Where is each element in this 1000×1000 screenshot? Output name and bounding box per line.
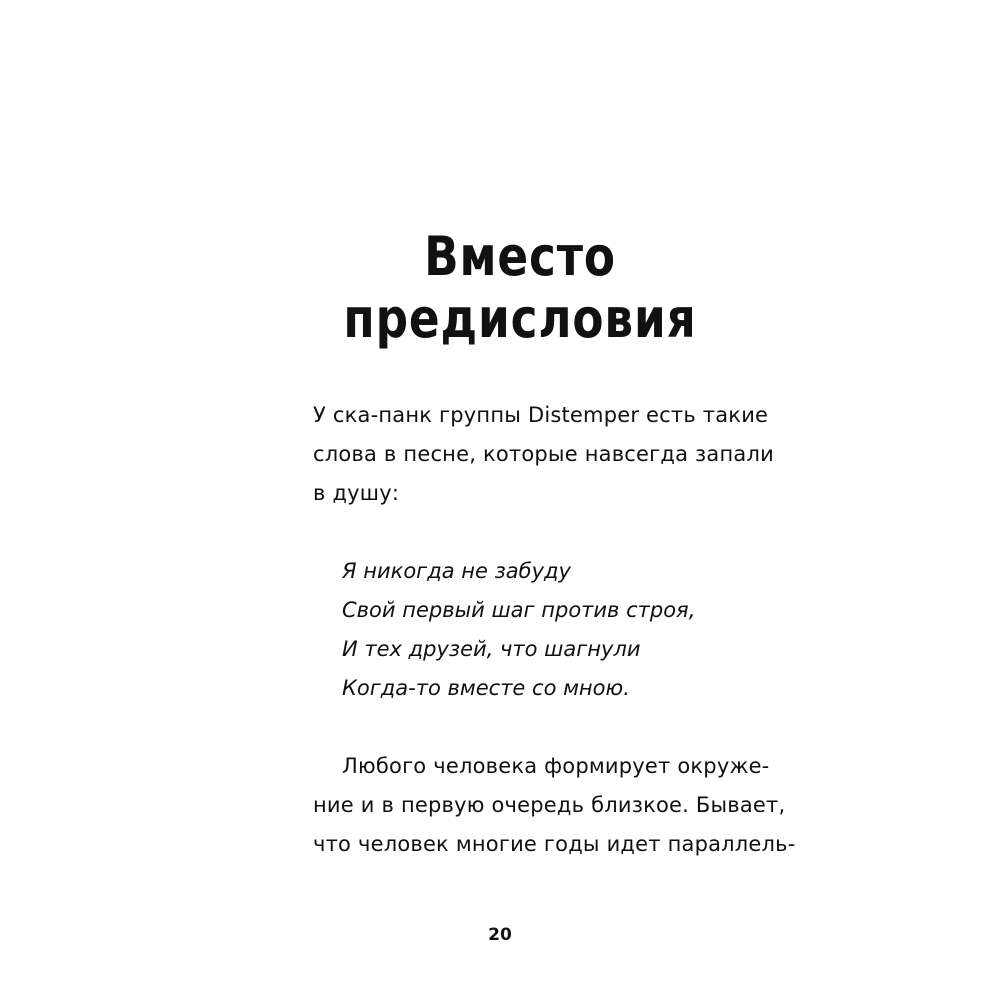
verse-line: Когда-то вместе со мною. [342, 676, 630, 700]
verse-line: Я никогда не забуду [342, 559, 571, 583]
body-paragraph [313, 747, 796, 864]
paragraph-line: в душу: [313, 481, 400, 505]
paragraph-line: слова в песне, которые навсегда запали [313, 442, 774, 466]
verse-line: И тех друзей, что шагнули [342, 637, 641, 661]
page-number: 20 [488, 925, 512, 945]
chapter-title-line-2: предисловия [343, 287, 697, 350]
paragraph-line: Любого человека формирует окруже- [342, 754, 770, 778]
paragraph-line: что человек многие годы идет параллель- [313, 832, 796, 856]
paragraph-line: ние и в первую очередь близкое. Бывает, [313, 793, 786, 817]
song-verse [342, 552, 742, 708]
chapter-title-line-1: Вместо [424, 225, 616, 288]
chapter-title [335, 226, 705, 350]
verse-line: Свой первый шаг против строя, [342, 598, 696, 622]
paragraph-line: У ска-панк группы Distemper есть такие [313, 403, 769, 427]
intro-paragraph [313, 396, 774, 513]
